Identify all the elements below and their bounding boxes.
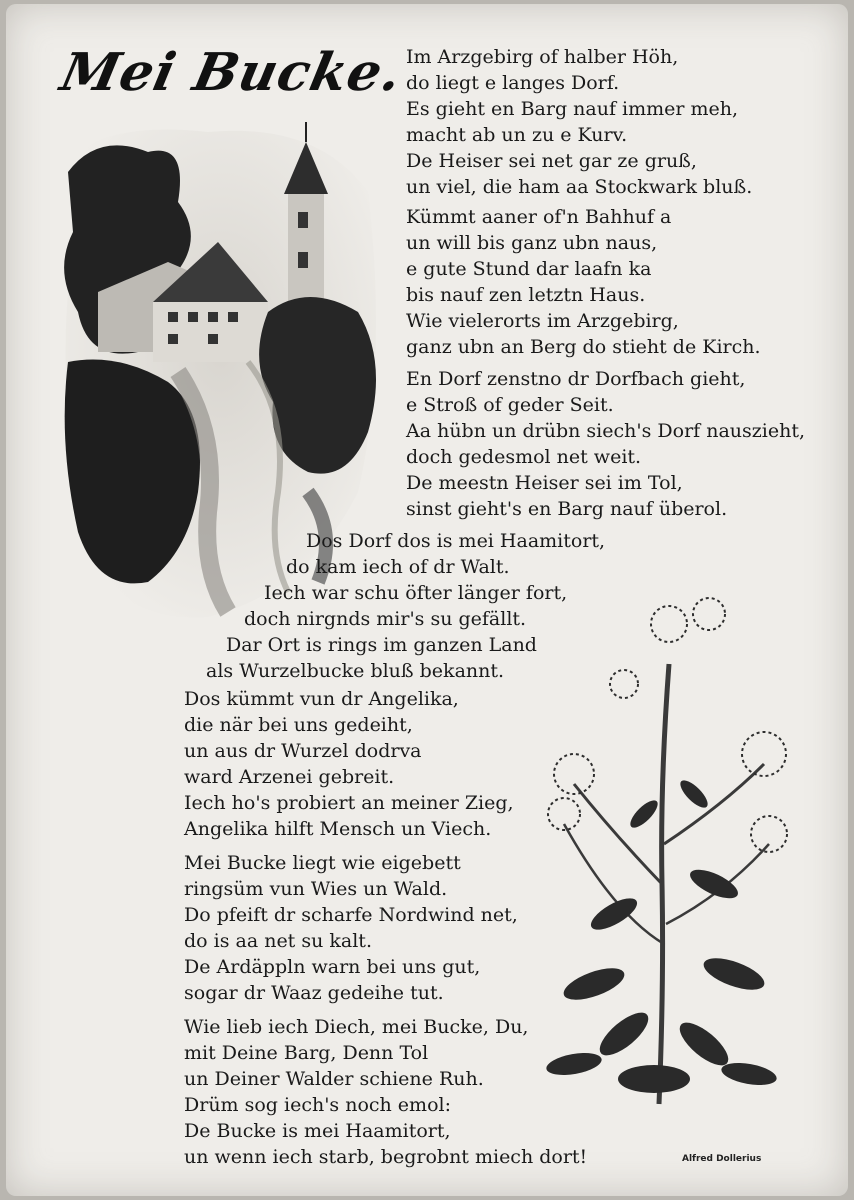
poem-line: Drüm sog iech's noch emol: [184, 1094, 451, 1116]
poem-line: doch nirgnds mir's su gefällt. [244, 608, 527, 630]
poem-line: sogar dr Waaz gedeihe tut. [184, 982, 444, 1004]
poem-line: En Dorf zenstno dr Dorfbach gieht, [406, 368, 746, 390]
poem-line: Im Arzgebirg of halber Höh, [406, 46, 679, 68]
postcard [6, 4, 848, 1196]
poem-line: Iech ho's probiert an meiner Zieg, [184, 792, 514, 814]
poem-line: do liegt e langes Dorf. [406, 72, 620, 94]
poem-line: De Heiser sei net gar ze gruß, [406, 150, 697, 172]
poem-line: Dar Ort is rings im ganzen Land [226, 634, 537, 656]
author-signature: Alfred Dollerius [682, 1154, 762, 1164]
poem-line: Dos kümmt vun dr Angelika, [184, 688, 459, 710]
poem-line: ganz ubn an Berg do stieht de Kirch. [406, 336, 761, 358]
poem-line: macht ab un zu e Kurv. [406, 124, 628, 146]
poem-line: Do pfeift dr scharfe Nordwind net, [184, 904, 518, 926]
poem-line: doch gedesmol net weit. [406, 446, 642, 468]
flower-illustration [534, 584, 794, 1114]
poem-line: un Deiner Walder schiene Ruh. [184, 1068, 484, 1090]
poem-line: Wie lieb iech Diech, mei Bucke, Du, [184, 1016, 529, 1038]
poem-line: De meestn Heiser sei im Tol, [406, 472, 683, 494]
poem-line: un wenn iech starb, begrobnt miech dort! [184, 1146, 588, 1168]
poem-line: e gute Stund dar laafn ka [406, 258, 652, 280]
poem-line: e Stroß of geder Seit. [406, 394, 614, 416]
poem-line: De Bucke is mei Haamitort, [184, 1120, 451, 1142]
poem-line: un will bis ganz ubn naus, [406, 232, 658, 254]
poem-line: un viel, die ham aa Stockwark bluß. [406, 176, 753, 198]
poem-line: als Wurzelbucke bluß bekannt. [206, 660, 505, 682]
poem-line: Es gieht en Barg nauf immer meh, [406, 98, 739, 120]
poem-line: ward Arzenei gebreit. [184, 766, 395, 788]
poem-line: Kümmt aaner of'n Bahhuf a [406, 206, 672, 228]
poem-line: do is aa net su kalt. [184, 930, 372, 952]
poem-line: die när bei uns gedeiht, [184, 714, 413, 736]
poem-line: ringsüm vun Wies un Wald. [184, 878, 448, 900]
poem-line: do kam iech of dr Walt. [286, 556, 510, 578]
poem-line: Iech war schu öfter länger fort, [264, 582, 568, 604]
poem-line: Aa hübn un drübn siech's Dorf nauszieht, [406, 420, 806, 442]
poem-line: Dos Dorf dos is mei Haamitort, [306, 530, 606, 552]
poem-line: Angelika hilft Mensch un Viech. [184, 818, 492, 840]
poem-title: Mei Bucke. [55, 42, 408, 103]
poem-line: bis nauf zen letztn Haus. [406, 284, 646, 306]
poem-line: Wie vielerorts im Arzgebirg, [406, 310, 679, 332]
poem-line: un aus dr Wurzel dodrva [184, 740, 422, 762]
poem-line: mit Deine Barg, Denn Tol [184, 1042, 429, 1064]
poem-line: De Ardäppln warn bei uns gut, [184, 956, 481, 978]
poem-line: Mei Bucke liegt wie eigebett [184, 852, 461, 874]
poem-line: sinst gieht's en Barg nauf überol. [406, 498, 728, 520]
